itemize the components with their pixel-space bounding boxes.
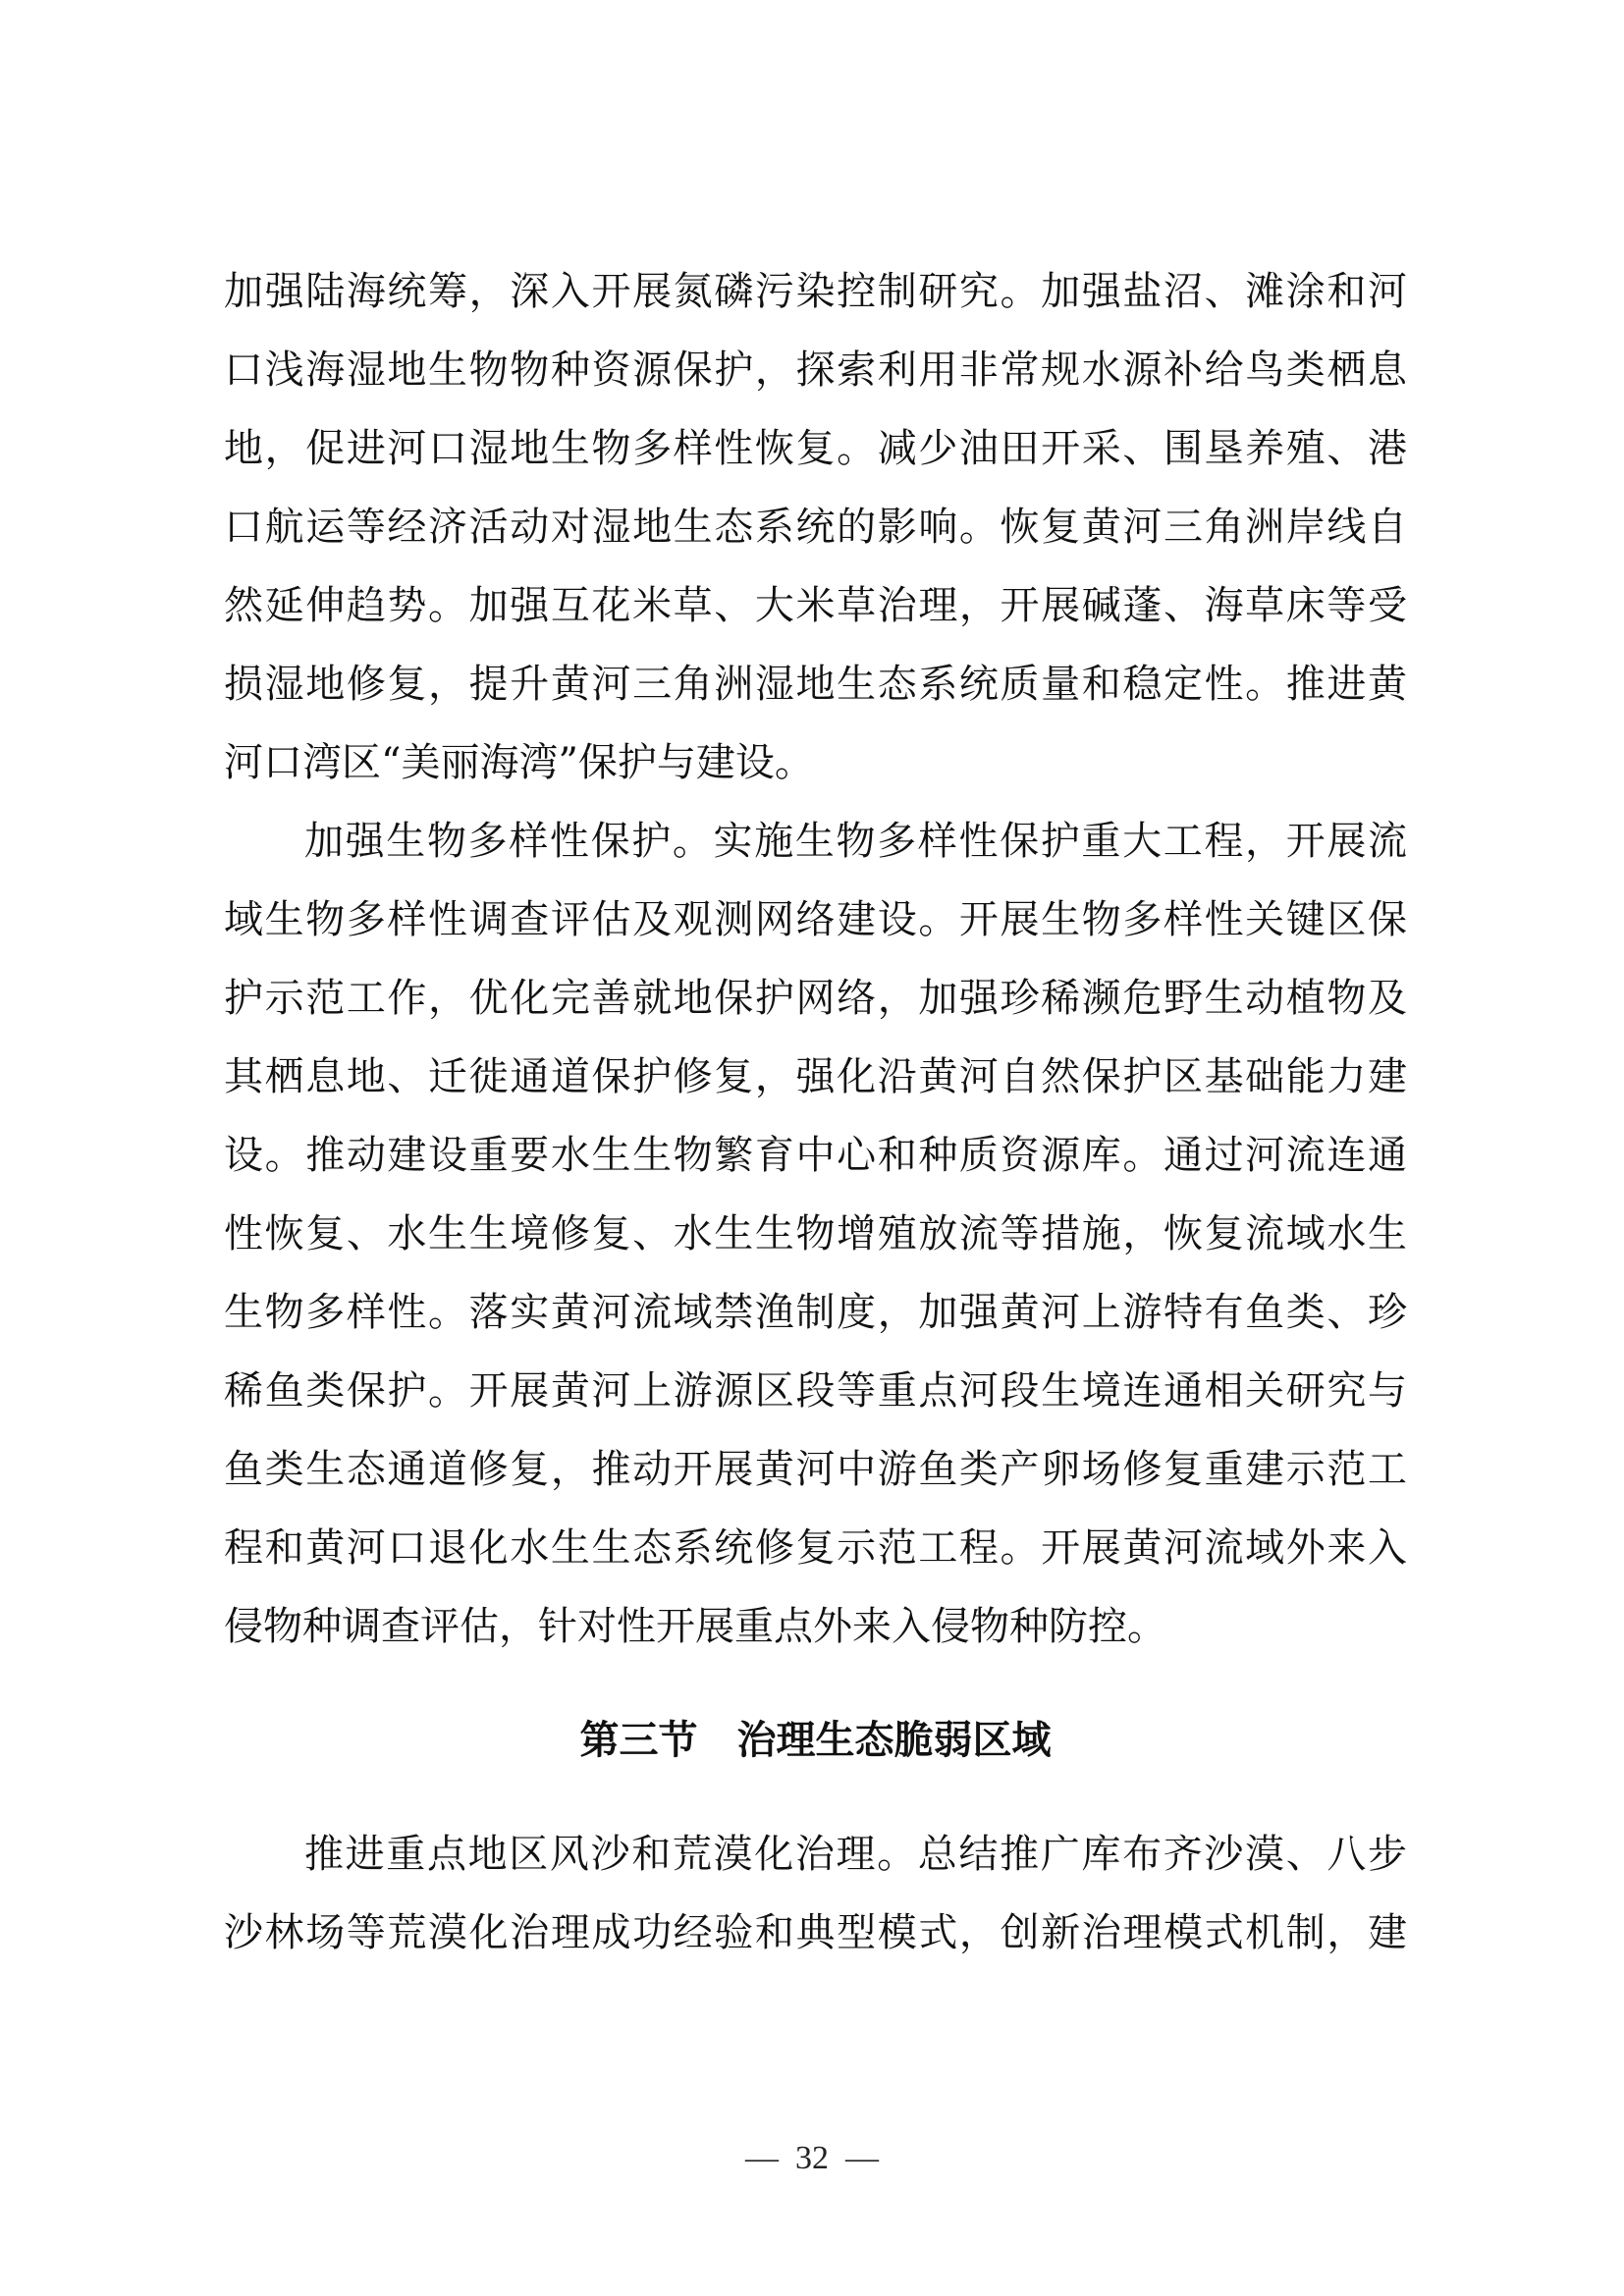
- text-line: 推进重点地区风沙和荒漠化治理。总结推广库布齐沙漠、八步: [304, 1832, 1407, 1877]
- section-heading: 第三节 治理生态脆弱区域: [579, 1717, 1052, 1763]
- page-number: — 32 —: [745, 2140, 879, 2176]
- text-line: 口浅海湿地生物物种资源保护，探索利用非常规水源补给鸟类栖息: [224, 347, 1407, 393]
- text-line: 生物多样性。落实黄河流域禁渔制度，加强黄河上游特有鱼类、珍: [224, 1290, 1407, 1335]
- text-line: 加强生物多样性保护。实施生物多样性保护重大工程，开展流: [304, 819, 1407, 864]
- text-line: 河口湾区“美丽海湾”保护与建设。: [224, 740, 814, 785]
- text-line: 域生物多样性调查评估及观测网络建设。开展生物多样性关键区保: [224, 897, 1407, 942]
- text-line: 加强陆海统筹，深入开展氮磷污染控制研究。加强盐沼、滩涂和河: [224, 269, 1407, 314]
- page-body: [224, 252, 1407, 1972]
- text-line: 护示范工作，优化完善就地保护网络，加强珍稀濒危野生动植物及: [224, 976, 1407, 1021]
- paragraph-coastal-wetland: [224, 252, 1407, 802]
- text-line: 然延伸趋势。加强互花米草、大米草治理，开展碱蓬、海草床等受: [224, 583, 1407, 628]
- text-line: 侵物种调查评估，针对性开展重点外来入侵物种防控。: [224, 1604, 1166, 1649]
- text-line: 沙林场等荒漠化治理成功经验和典型模式，创新治理模式机制，建: [224, 1910, 1407, 1955]
- spacer: [224, 1666, 1407, 1701]
- text-line: 其栖息地、迁徙通道保护修复，强化沿黄河自然保护区基础能力建: [224, 1054, 1407, 1099]
- paragraph-desertification: [224, 1815, 1407, 1972]
- text-line: 鱼类生态通道修复，推动开展黄河中游鱼类产卵场修复重建示范工: [224, 1447, 1407, 1492]
- text-line: 程和黄河口退化水生生态系统修复示范工程。开展黄河流域外来入: [224, 1525, 1407, 1571]
- text-line: 地，促进河口湿地生物多样性恢复。减少油田开采、围垦养殖、港: [224, 426, 1407, 471]
- text-line: 稀鱼类保护。开展黄河上游源区段等重点河段生境连通相关研究与: [224, 1368, 1407, 1414]
- text-line: 口航运等经济活动对湿地生态系统的影响。恢复黄河三角洲岸线自: [224, 505, 1407, 550]
- spacer: [224, 1780, 1407, 1815]
- text-line: 性恢复、水生生境修复、水生生物增殖放流等措施，恢复流域水生: [224, 1211, 1407, 1256]
- paragraph-biodiversity: [224, 802, 1407, 1666]
- text-line: 设。推动建设重要水生生物繁育中心和种质资源库。通过河流连通: [224, 1133, 1407, 1178]
- text-line: 损湿地修复，提升黄河三角洲湿地生态系统质量和稳定性。推进黄: [224, 662, 1407, 707]
